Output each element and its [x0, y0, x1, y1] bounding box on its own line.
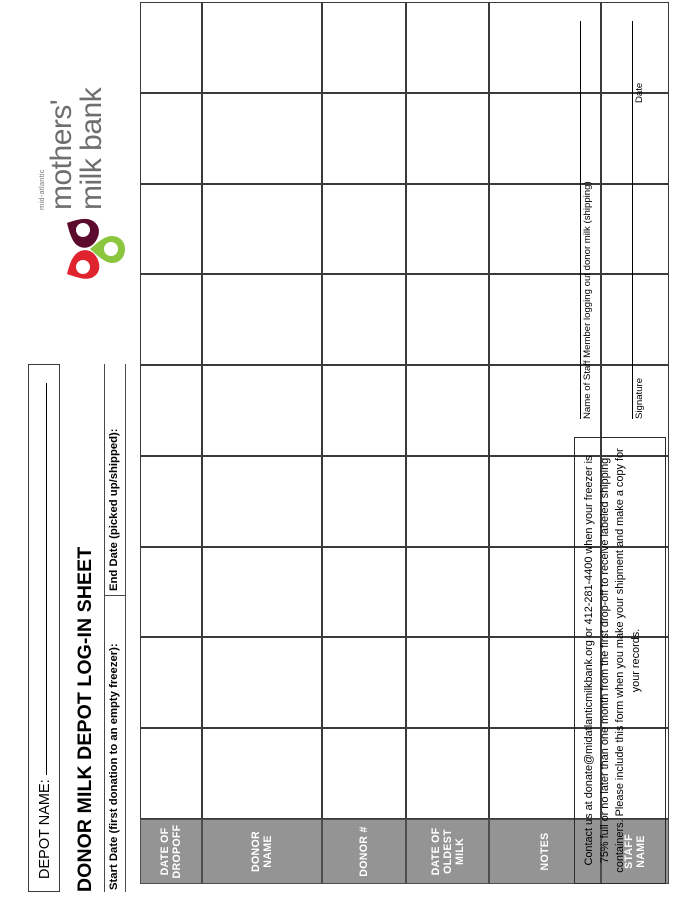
date-bar-divider [105, 595, 125, 596]
signature-label: Signature [634, 377, 645, 419]
table-cell[interactable] [406, 365, 489, 456]
column-header-donor [322, 819, 406, 884]
table-cell[interactable] [322, 637, 406, 728]
logo-line-1: mothers' [45, 99, 78, 210]
logo-wordmark [38, 86, 107, 210]
table-cell[interactable] [140, 2, 202, 93]
table-cell[interactable] [140, 637, 202, 728]
table-cell[interactable] [406, 456, 489, 547]
milk-droplets-logo-icon [60, 212, 126, 286]
table-cell[interactable] [322, 274, 406, 365]
depot-name-label: DEPOT NAME: [37, 779, 53, 879]
logo-line-2: milk bank [75, 87, 108, 210]
column-header-label: DATE OF DROPOFF [159, 824, 183, 879]
column-header-label: STAFF NAME [623, 834, 647, 869]
logo-tagline: mid-atlantic [37, 169, 46, 210]
start-date-label: Start Date (first donation to an empty freezer): [108, 643, 120, 890]
column-header-label: DATE OF OLDEST MILK [429, 827, 466, 876]
table-cell[interactable] [202, 456, 322, 547]
table-cell[interactable] [202, 637, 322, 728]
table-cell[interactable] [202, 274, 322, 365]
table-cell[interactable] [140, 547, 202, 638]
table-cell[interactable] [406, 637, 489, 728]
table-cell[interactable] [406, 184, 489, 275]
signature-line[interactable] [632, 21, 633, 419]
staff-name-label: Name of Staff Member logging out donor milk (shipping) [582, 181, 593, 419]
end-date-field[interactable] [108, 428, 120, 591]
table-cell[interactable] [202, 365, 322, 456]
table-cell[interactable] [202, 2, 322, 93]
table-cell[interactable] [322, 184, 406, 275]
column-header-label: DONOR NAME [250, 831, 274, 872]
table-cell[interactable] [322, 547, 406, 638]
date-label: Date [634, 82, 645, 103]
table-cell[interactable] [202, 93, 322, 184]
table-cell[interactable] [322, 93, 406, 184]
table-cell[interactable] [406, 93, 489, 184]
table-cell[interactable] [322, 728, 406, 819]
column-header-donor-name [202, 819, 322, 884]
signature-block [556, 17, 670, 419]
staff-name-line[interactable] [580, 21, 581, 419]
column-header-label: DONOR # [358, 826, 370, 877]
start-date-field[interactable] [108, 643, 120, 890]
date-range-bar [104, 364, 126, 892]
table-cell[interactable] [406, 274, 489, 365]
depot-name-box [28, 364, 60, 892]
depot-name-row [35, 383, 53, 879]
organization-logo [30, 86, 158, 286]
contact-instructions-box: Contact us at donate@midatlanticmilkbank.org or 412-281-4400 when your freezer is 75% full or no later than one month from the first drop-off to receive labeled shipping containers. Please include this form when you make your shipment and make a copy for your records. [574, 437, 666, 884]
table-cell[interactable] [140, 456, 202, 547]
table-cell[interactable] [140, 274, 202, 365]
table-cell[interactable] [140, 365, 202, 456]
table-cell[interactable] [202, 184, 322, 275]
table-cell[interactable] [406, 2, 489, 93]
depot-name-input[interactable] [35, 383, 47, 775]
table-cell[interactable] [140, 93, 202, 184]
table-cell[interactable] [322, 365, 406, 456]
table-cell[interactable] [322, 2, 406, 93]
table-cell[interactable] [406, 547, 489, 638]
column-header-label: NOTES [539, 832, 551, 871]
page-title: DONOR MILK DEPOT LOG-IN SHEET [74, 546, 96, 892]
table-cell[interactable] [202, 728, 322, 819]
table-cell[interactable] [322, 456, 406, 547]
table-cell[interactable] [406, 728, 489, 819]
table-cell[interactable] [202, 547, 322, 638]
column-header-date-of-dropoff [140, 819, 202, 884]
table-cell[interactable] [140, 184, 202, 275]
end-date-label: End Date (picked up/shipped): [108, 428, 120, 591]
column-header-date-of-oldest-milk [406, 819, 489, 884]
table-cell[interactable] [140, 728, 202, 819]
